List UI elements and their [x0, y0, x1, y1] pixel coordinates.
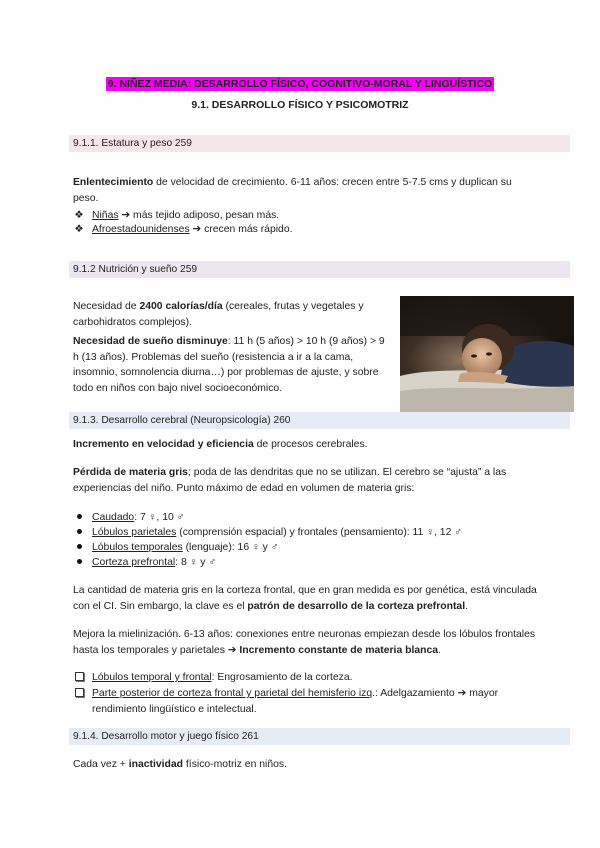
paragraph-mielinizacion: Mejora la mielinización. 6-13 años: conexiones entre neuronas empiezan desde los lóbulos frontales hasta los temporales y parietales ➔ Incremento constante de materia blanca. [73, 629, 536, 656]
paragraph-materia-gris: Pérdida de materia gris; poda de las dendritas que no se utilizan. El cerebro se “ajusta” a las experiencias del niño. Punto máximo de edad en volumen de materia gris: [73, 467, 507, 494]
list-item-lobulos-parietales: Lóbulos parietales (comprensión espacial) y frontales (pensamiento): 11 ♀, 12 ♂ [92, 525, 532, 541]
list-item-lobulos-temporal-frontal: Lóbulos temporal y frontal: Engrosamiento de la corteza. [92, 670, 532, 686]
section-title: 9.1. DESARROLLO FÍSICO Y PSICOMOTRIZ [191, 99, 409, 111]
checkbox-bullet-icon [75, 688, 84, 697]
list-item-ninas: ❖ Niñas ➔ más tejido adiposo, pesan más. [92, 208, 532, 224]
list-item-corteza-prefrontal: Corteza prefrontal: 8 ♀ y ♂ [92, 555, 532, 571]
paragraph-sueno: Necesidad de sueño disminuye: 11 h (5 años) > 10 h (9 años) > 9 h (13 años). Problemas del sueño (resistencia a ir a la cama, insomnio, somnolencia diurna…) por problemas de ajuste, y sobre todo en niños con bajo nivel socioeconómico. [73, 336, 385, 394]
paragraph-incremento: Incremento en velocidad y eficiencia de procesos cerebrales. [73, 439, 368, 450]
bullet-dot-icon [77, 514, 82, 519]
subsection-heading-motor: 9.1.4. Desarrollo motor y juego físico 261 [69, 728, 570, 745]
list-item-parte-posterior: Parte posterior de corteza frontal y parietal del hemisferio izq.: Adelgazamiento ➔ mayor rendimiento lingüístico e intelectual. [92, 686, 532, 717]
checkbox-bullet-icon [75, 672, 84, 681]
paragraph-corteza-frontal: La cantidad de materia gris en la corteza frontal, que en gran medida es por genética, está vinculada con el CI. Sin embargo, la clave es el patrón de desarrollo de la corteza prefrontal. [73, 585, 537, 612]
diamond-bullet-icon: ❖ [74, 210, 84, 221]
list-item-lobulos-temporales: Lóbulos temporales (lenguaje): 16 ♀ y ♂ [92, 540, 532, 556]
paragraph-crecimiento: Enlentecimiento de velocidad de crecimiento. 6-11 años: crecen entre 5-7.5 cms y duplican su peso. [73, 177, 512, 204]
chapter-title: 9. NIÑEZ MEDIA: DESARROLLO FÍSICO, COGNITIVO-MORAL Y LINGUÍSTICO [107, 78, 493, 90]
list-item-afroestadounidenses: ❖ Afroestadounidenses ➔ crecen más rápido. [92, 222, 532, 238]
subsection-heading-cerebral: 9.1.3. Desarrollo cerebral (Neuropsicología) 260 [69, 412, 570, 429]
bullet-dot-icon [77, 544, 82, 549]
paragraph-inactividad: Cada vez + inactividad físico-motriz en niños. [73, 759, 287, 770]
subsection-heading-nutricion: 9.1.2 Nutrición y sueño 259 [69, 261, 570, 278]
list-item-caudado: Caudado: 7 ♀, 10 ♂ [92, 510, 532, 526]
bullet-dot-icon [77, 559, 82, 564]
subsection-heading-estatura: 9.1.1. Estatura y peso 259 [69, 135, 570, 152]
diamond-bullet-icon: ❖ [74, 224, 84, 235]
child-in-bed-photo [400, 296, 574, 412]
bullet-dot-icon [77, 529, 82, 534]
paragraph-calorias: Necesidad de 2400 calorías/día (cereales, frutas y vegetales y carbohidratos complejos). [73, 301, 364, 328]
